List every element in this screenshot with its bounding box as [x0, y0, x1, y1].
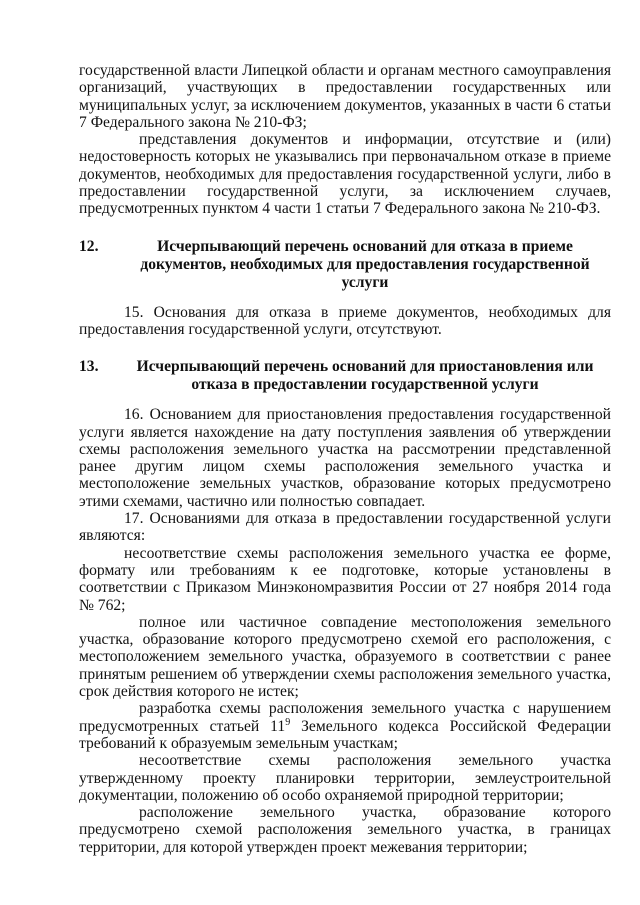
paragraph-17-location-overlap: полное или частичное совпадение местоположения земельного участка, образование которого предусмотрено схемой его расположения, с местоположением земельного участка, образуемого в соответствии с ранее принятым решением об утверждении схемы расположения земельного участка, срок действия которого не истек;	[79, 613, 611, 701]
paragraph-top-documents: представления документов и информации, отсутствие и (или) недостоверность которых не указывались при первоначальном отказе в приеме документов, необходимых для предоставления государственной услуги, либо в предоставлении государственной услуги, за исключением случаев, предусмотренных пунктом 4 части 1 статьи 7 Федерального закона № 210-ФЗ.	[79, 131, 611, 218]
paragraph-17-survey-project: расположение земельного участка, образование которого предусмотрено схемой расположения земельного участка, в границах территории, для которой утвержден проект межевания территории;	[79, 804, 611, 856]
section-13-number: 13.	[79, 358, 99, 376]
paragraph-top-continuation: государственной власти Липецкой области и органам местного самоуправления организаций, участвующих в предоставлении государственных или муниципальных услуг, за исключением документов, указанных в части 6 статьи 7 Федерального закона № 210-ФЗ;	[79, 62, 611, 131]
section-12-title: Исчерпывающий перечень оснований для отказа в приеме документов, необходимых для предоставления государственной услуги	[140, 237, 590, 291]
paragraph-17-article-11-violation	[79, 700, 611, 752]
article-11-text-before: разработка схемы расположения земельного участка с нарушением предусмотренных статьей 11	[79, 700, 611, 735]
paragraph-16: 16. Основанием для приостановления предоставления государственной услуги является нахождение на дату поступления заявления об утверждении схемы расположения земельного участка на рассмотрении представленной ранее другим лицом схемы расположения земельного участка и местоположение земельных участков, образование которых предусмотрено этими схемами, частично или полностью совпадает.	[79, 406, 611, 510]
section-12-heading	[79, 238, 611, 292]
paragraph-17-form-mismatch: несоответствие схемы расположения земельного участка ее форме, формату или требованиям к ее подготовке, которые установлены в соответствии с Приказом Минэкономразвития России от 27 ноября 2014 года № 762;	[79, 544, 611, 614]
section-12-number: 12.	[79, 237, 99, 255]
article-11-superscript: 9	[285, 716, 291, 728]
paragraph-17: 17. Основаниями для отказа в предоставлении государственной услуги являются:	[79, 510, 611, 545]
section-13-heading	[79, 358, 611, 394]
document-body	[79, 62, 611, 856]
paragraph-15: 15. Основания для отказа в приеме документов, необходимых для предоставления государственной услуги, отсутствуют.	[79, 303, 611, 338]
section-13-title: Исчерпывающий перечень оснований для приостановления или отказа в предоставлении государственной услуги	[136, 358, 594, 394]
paragraph-17-planning-mismatch: несоответствие схемы расположения земельного участка утвержденному проекту планировки территории, землеустроительной документации, положению об особо охраняемой природной территории;	[79, 752, 611, 804]
article-11-text-after: Земельного кодекса Российской Федерации требований к образуемым земельным участкам;	[79, 717, 611, 752]
